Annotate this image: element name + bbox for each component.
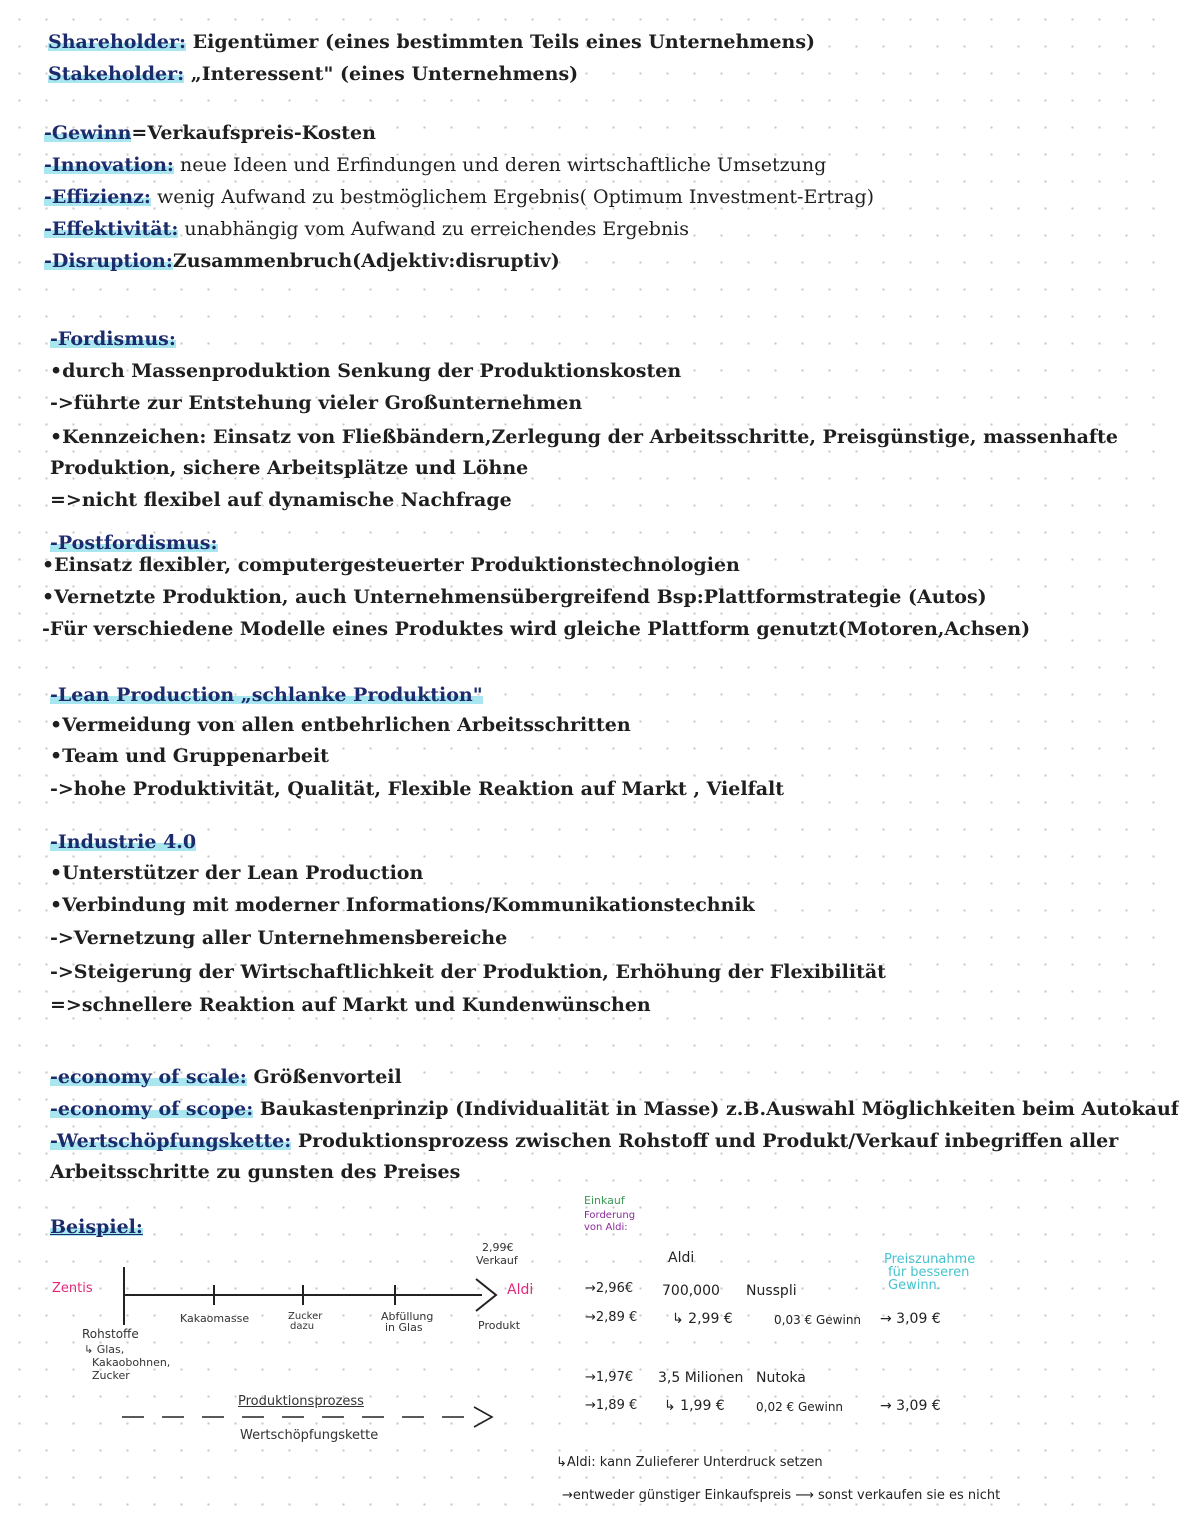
shareholder-text: Eigentümer (eines bestimmten Teils eines Unternehmens) bbox=[186, 31, 816, 53]
effizienz-text: wenig Aufwand zu bestmöglichem Ergebnis( Optimum Investment-Ertrag) bbox=[150, 186, 875, 208]
rohstoffe-item: Zucker bbox=[92, 1369, 130, 1382]
lean-line: •Vermeidung von allen entbehrlichen Arbeitsschritten bbox=[50, 714, 631, 736]
industrie-heading bbox=[50, 829, 196, 855]
fordismus-heading-text: -Fordismus: bbox=[50, 328, 176, 350]
von-aldi-label: von Aldi: bbox=[584, 1222, 628, 1233]
stakeholder-text: „Interessent" (eines Unternehmens) bbox=[184, 63, 579, 85]
nutoka-name: Nutoka bbox=[756, 1370, 806, 1386]
industrie-heading-text: -Industrie 4.0 bbox=[50, 831, 197, 853]
preiszunahme: für besseren bbox=[888, 1265, 970, 1280]
step-zucker-dazu: dazu bbox=[290, 1321, 315, 1332]
disruption-term: -Disruption: bbox=[44, 250, 173, 272]
economy-scale-text: Größenvorteil bbox=[246, 1066, 402, 1088]
nusspli-gewinn: 0,03 € Gewinn bbox=[774, 1313, 862, 1327]
shareholder-term: Shareholder: bbox=[48, 31, 187, 53]
fordismus-heading bbox=[50, 326, 176, 352]
aldi-header: Aldi bbox=[668, 1250, 695, 1266]
stakeholder-line bbox=[48, 61, 578, 87]
fordismus-line: •Kennzeichen: Einsatz von Fließbändern,Zerlegung der Arbeitsschritte, Preisgünstige, massenhafte bbox=[50, 426, 1118, 448]
chain-end-label: Aldi bbox=[507, 1282, 534, 1298]
industrie-line: •Verbindung mit moderner Informations/Kommunikationstechnik bbox=[50, 894, 755, 916]
nutoka-forderung: →1,89 € bbox=[585, 1398, 638, 1413]
process-arrow bbox=[474, 1407, 492, 1427]
lean-line: •Team und Gruppenarbeit bbox=[50, 745, 329, 767]
postfordismus-line: •Einsatz flexibler, computergesteuerter Produktionstechnologien bbox=[42, 554, 740, 576]
nutoka-gewinn: 0,02 € Gewinn bbox=[756, 1400, 844, 1414]
nusspli-name: Nusspli bbox=[746, 1283, 797, 1299]
nusspli-verkauf: ↳ 2,99 € bbox=[672, 1311, 733, 1327]
concept-effektivitaet bbox=[44, 216, 689, 242]
rohstoffe-label: Rohstoffe bbox=[82, 1327, 139, 1341]
economy-scale bbox=[50, 1064, 402, 1090]
concept-disruption bbox=[44, 248, 560, 274]
rohstoffe-item: ↳ Glas, bbox=[84, 1343, 125, 1356]
price-verkauf-label: Verkauf bbox=[476, 1254, 518, 1267]
fordismus-line: =>nicht flexibel auf dynamische Nachfrage bbox=[50, 489, 512, 511]
shareholder-line bbox=[48, 29, 815, 55]
lean-line: ->hohe Produktivität, Qualität, Flexible Reaktion auf Markt , Vielfalt bbox=[50, 778, 785, 800]
fordismus-line: •durch Massenproduktion Senkung der Produktionskosten bbox=[50, 360, 682, 382]
postfordismus-line: •Vernetzte Produktion, auch Unternehmensübergreifend Bsp:Plattformstrategie (Autos) bbox=[42, 586, 987, 608]
economy-scale-term: -economy of scale: bbox=[50, 1066, 247, 1088]
wertschoepfung bbox=[50, 1128, 1118, 1154]
einkauf-label: Einkauf bbox=[584, 1194, 625, 1207]
innovation-text: neue Ideen und Erfindungen und deren wirtschaftliche Umsetzung bbox=[173, 154, 827, 176]
nutoka-qty: 3,5 Milionen bbox=[658, 1370, 744, 1386]
effektivitaet-term: -Effektivität: bbox=[44, 218, 179, 240]
nutoka-einkauf: →1,97€ bbox=[585, 1370, 634, 1385]
fordismus-line: ->führte zur Entstehung vieler Großunternehmen bbox=[50, 392, 583, 414]
effektivitaet-text: unabhängig vom Aufwand zu erreichendes Ergebnis bbox=[178, 218, 690, 240]
preiszunahme: Gewinn. bbox=[888, 1278, 941, 1293]
nusspli-qty: 700,000 bbox=[662, 1283, 720, 1299]
stakeholder-term: Stakeholder: bbox=[48, 63, 185, 85]
chain-label: Wertschöpfungskette bbox=[240, 1428, 379, 1443]
concept-gewinn bbox=[44, 120, 376, 146]
postfordismus-heading-text: -Postfordismus: bbox=[50, 532, 218, 554]
industrie-line: ->Steigerung der Wirtschaftlichkeit der Produktion, Erhöhung der Flexibilität bbox=[50, 961, 886, 983]
wertschoepfung-term: -Wertschöpfungskette: bbox=[50, 1130, 292, 1152]
step-zucker: Zucker bbox=[288, 1311, 323, 1322]
wertschoepfung-text: Produktionsprozess zwischen Rohstoff und Produkt/Verkauf inbegriffen aller bbox=[291, 1130, 1119, 1152]
nutoka-verkauf: ↳ 1,99 € bbox=[664, 1398, 725, 1414]
wertschoepfung-cont: Arbeitsschritte zu gunsten des Preises bbox=[50, 1161, 461, 1183]
forderung-label: Forderung bbox=[584, 1210, 636, 1221]
lean-heading bbox=[50, 682, 483, 708]
concept-effizienz bbox=[44, 184, 874, 210]
industrie-line: •Unterstützer der Lean Production bbox=[50, 862, 424, 884]
economy-scope-term: -economy of scope: bbox=[50, 1098, 254, 1120]
step-kakaomasse: Kakaomasse bbox=[180, 1312, 250, 1325]
postfordismus-line: -Für verschiedene Modelle eines Produktes wird gleiche Plattform genutzt(Motoren,Achsen) bbox=[42, 618, 1031, 640]
innovation-term: -Innovation: bbox=[44, 154, 174, 176]
effizienz-term: -Effizienz: bbox=[44, 186, 151, 208]
preiszunahme: Preiszunahme bbox=[884, 1252, 976, 1267]
produkt-label: Produkt bbox=[478, 1319, 521, 1332]
beispiel-title-text: Beispiel: bbox=[50, 1216, 143, 1238]
process-label: Produktionsprozess bbox=[238, 1394, 364, 1409]
economy-scope-text: Baukastenprinzip (Individualität in Masse) z.B.Auswahl Möglichkeiten beim Autokauf bbox=[253, 1098, 1179, 1120]
industrie-line: =>schnellere Reaktion auf Markt und Kundenwünschen bbox=[50, 994, 651, 1016]
gewinn-term: -Gewinn bbox=[44, 122, 132, 144]
nusspli-einkauf: →2,96€ bbox=[585, 1281, 634, 1296]
nusspli-neu: → 3,09 € bbox=[880, 1311, 941, 1327]
price-verkauf: 2,99€ bbox=[482, 1241, 514, 1254]
economy-scope bbox=[50, 1096, 1179, 1122]
concept-innovation bbox=[44, 152, 826, 178]
fordismus-line: Produktion, sichere Arbeitsplätze und Löhne bbox=[50, 457, 529, 479]
chain-start-label: Zentis bbox=[52, 1281, 93, 1296]
disruption-text: Zusammenbruch(Adjektiv:disruptiv) bbox=[172, 250, 560, 272]
aldi-note: ↳Aldi: kann Zulieferer Unterdruck setzen bbox=[556, 1455, 823, 1470]
beispiel-title bbox=[50, 1214, 143, 1240]
step-abfuellung: Abfüllung bbox=[381, 1310, 434, 1323]
nusspli-forderung: →2,89 € bbox=[585, 1310, 638, 1325]
rohstoffe-item: Kakaobohnen, bbox=[92, 1356, 171, 1369]
nutoka-neu: → 3,09 € bbox=[880, 1398, 941, 1414]
gewinn-text: =Verkaufspreis-Kosten bbox=[131, 122, 376, 144]
industrie-line: ->Vernetzung aller Unternehmensbereiche bbox=[50, 927, 508, 949]
step-in-glas: in Glas bbox=[385, 1321, 423, 1334]
lean-heading-text: -Lean Production „schlanke Produktion" bbox=[50, 684, 483, 706]
aldi-note-2: →entweder günstiger Einkaufspreis ⟶ sonst verkaufen sie es nicht bbox=[562, 1488, 1001, 1503]
